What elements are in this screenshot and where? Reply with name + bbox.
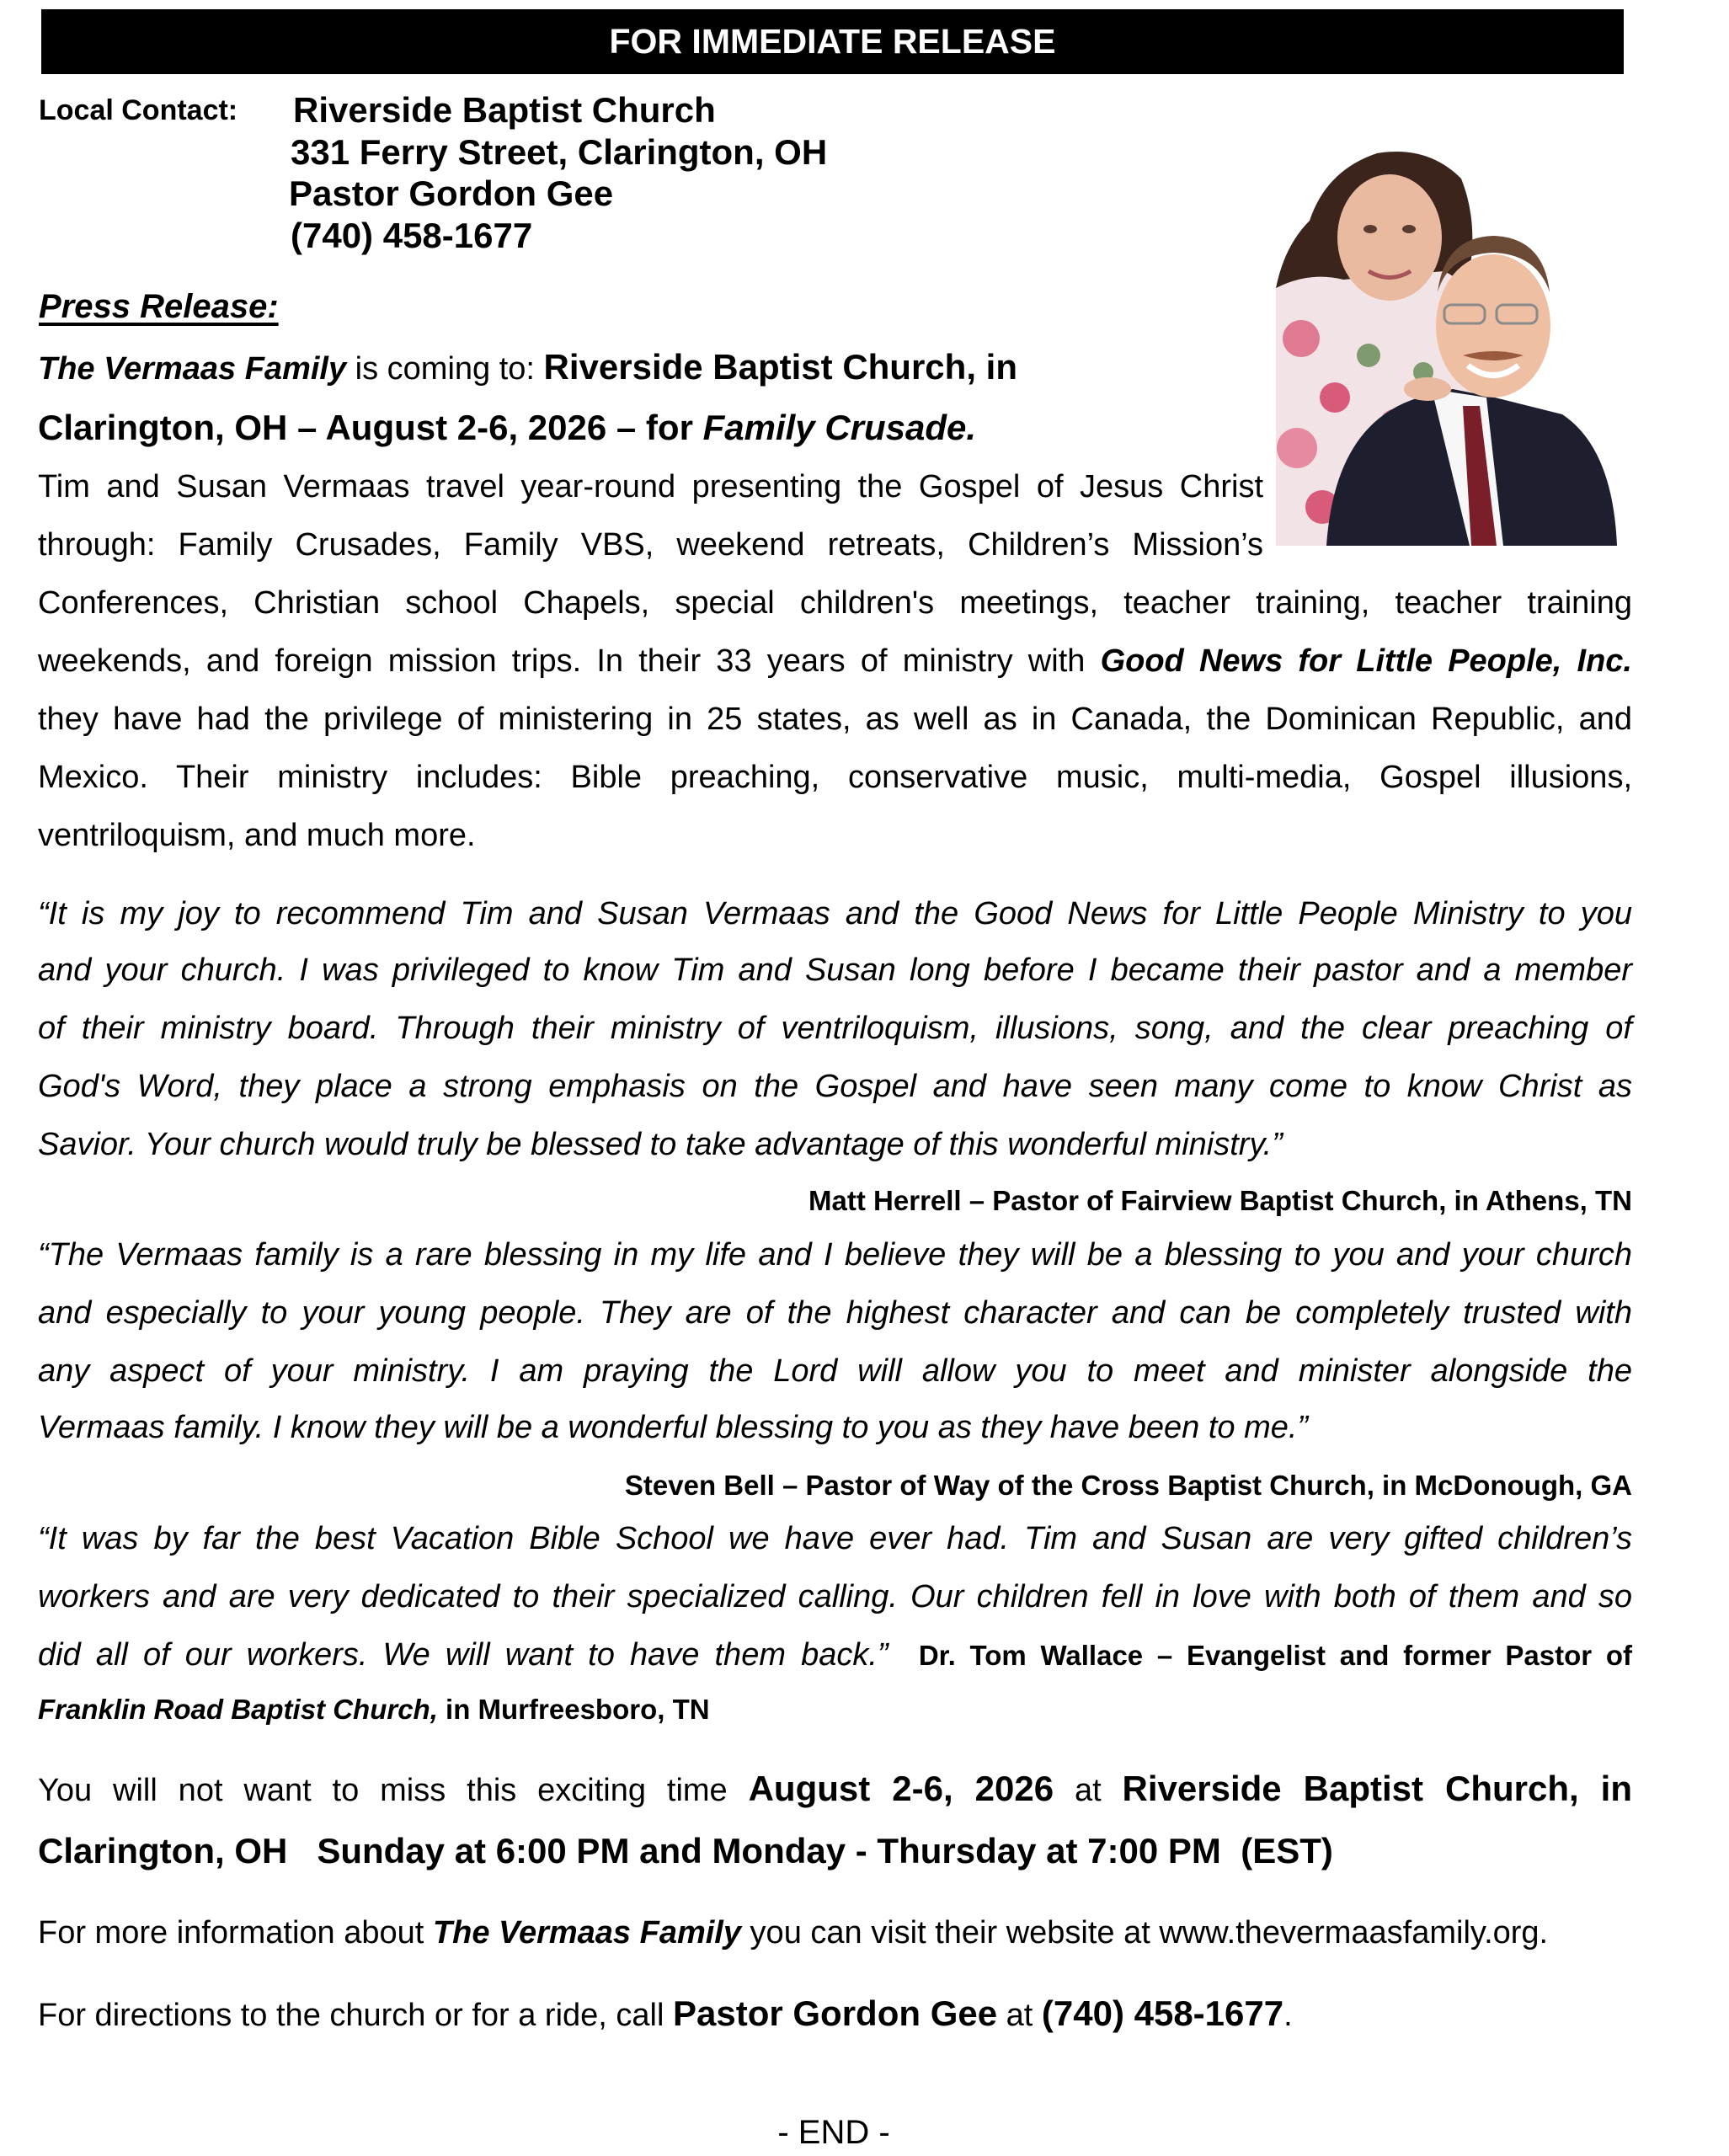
end-marker: - END -	[777, 2114, 890, 2151]
testimonial-2-line-3: any aspect of your ministry. I am praying the Lord will allow you to meet and minister alongside the	[38, 1353, 1632, 1389]
body-line-7: ventriloquism, and much more.	[38, 818, 476, 853]
testimonial-3-line-3	[38, 1639, 1632, 1671]
directions-at: at	[997, 1998, 1042, 2033]
info-suffix: you can visit their website at www.thevermaasfamily.org.	[741, 1915, 1549, 1951]
testimonial-2-line-4: Vermaas family. I know they will be a wonderful blessing to you as they have been to me.”	[38, 1410, 1309, 1445]
contact-address: 331 Ferry Street, Clarington, OH	[291, 132, 828, 172]
contact-pastor: Pastor Gordon Gee	[289, 173, 614, 213]
ministry-name: Good News for Little People, Inc.	[1100, 643, 1632, 679]
testimonial-3-attribution: Dr. Tom Wallace – Evangelist and former Pastor of	[918, 1640, 1632, 1671]
directions-line	[38, 1993, 1293, 2033]
attribution-church: Franklin Road Baptist Church,	[38, 1694, 438, 1725]
testimonial-1-line-2: and your church. I was privileged to know Tim and Susan long before I became their pastor and a member	[38, 953, 1632, 988]
testimonial-3-quote-end: did all of our workers. We will want to have them back.”	[38, 1637, 889, 1673]
body-line-4	[38, 645, 1632, 677]
info-subject: The Vermaas Family	[432, 1915, 741, 1951]
testimonial-2-line-1: “The Vermaas family is a rare blessing in my life and I believe they will be a blessing to you and your church	[38, 1237, 1632, 1273]
body-line-1: Tim and Susan Vermaas travel year-round presenting the Gospel of Jesus Christ	[38, 469, 1263, 504]
testimonial-2-attribution: Steven Bell – Pastor of Way of the Cross Baptist Church, in McDonough, GA	[624, 1470, 1632, 1501]
release-banner	[41, 9, 1624, 74]
release-banner-text: FOR IMMEDIATE RELEASE	[609, 22, 1056, 61]
portrait-image	[1276, 145, 1621, 546]
testimonial-3-line-1: “It was by far the best Vacation Bible School we have ever had. Tim and Susan are very gifted children’s	[38, 1521, 1632, 1556]
body-line-2: through: Family Crusades, Family VBS, weekend retreats, Children’s Mission’s	[38, 527, 1263, 563]
directions-phone: (740) 458-1677	[1041, 1993, 1284, 2033]
press-release-title: Press Release:	[39, 288, 279, 325]
closing-at: at	[1054, 1773, 1123, 1808]
headline-subject: The Vermaas Family	[38, 351, 347, 387]
closing-line-1	[38, 1771, 1632, 1806]
closing-line-2: Clarington, OH Sunday at 6:00 PM and Monday - Thursday at 7:00 PM (EST)	[38, 1831, 1333, 1870]
attribution-location: in Murfreesboro, TN	[437, 1694, 710, 1725]
testimonial-3-attribution-line-2	[38, 1695, 710, 1723]
headline-event: Family Crusade.	[702, 408, 977, 447]
closing-venue: Riverside Baptist Church, in	[1122, 1769, 1633, 1808]
headline-date: Clarington, OH – August 2-6, 2026 – for	[38, 408, 703, 447]
vermaas-family-photo	[1276, 145, 1621, 546]
headline-line-1	[38, 347, 1017, 387]
testimonial-2-line-2: and especially to your young people. They are of the highest character and can be completely trusted with	[38, 1295, 1632, 1331]
directions-end: .	[1283, 1998, 1293, 2033]
headline-venue: Riverside Baptist Church, in	[543, 347, 1017, 387]
testimonial-1-line-1: “It is my joy to recommend Tim and Susan Vermaas and the Good News for Little People Ministry to you	[38, 896, 1632, 931]
testimonial-1-line-3: of their ministry board. Through their ministry of ventriloquism, illusions, song, and the clear preaching of	[38, 1011, 1632, 1046]
body-line-4-text: weekends, and foreign mission trips. In their 33 years of ministry with	[38, 643, 1101, 679]
testimonial-1-attribution: Matt Herrell – Pastor of Fairview Baptist Church, in Athens, TN	[808, 1185, 1632, 1216]
local-contact-label: Local Contact:	[39, 94, 238, 126]
info-prefix: For more information about	[38, 1915, 433, 1951]
directions-contact: Pastor Gordon Gee	[673, 1993, 998, 2033]
body-line-6: Mexico. Their ministry includes: Bible preaching, conservative music, multi-media, Gospel illusions,	[38, 760, 1632, 795]
headline-line-2	[38, 410, 976, 446]
contact-organization: Riverside Baptist Church	[293, 90, 716, 130]
contact-phone: (740) 458-1677	[291, 216, 533, 255]
headline-middle: is coming to:	[346, 351, 544, 387]
closing-line-1-text: You will not want to miss this exciting time	[38, 1773, 749, 1808]
closing-dates: August 2-6, 2026	[748, 1769, 1054, 1808]
testimonial-1-line-5: Savior. Your church would truly be blessed to take advantage of this wonderful ministry.”	[38, 1127, 1283, 1162]
testimonial-3-line-2: workers and are very dedicated to their specialized calling. Our children fell in love with both of them and so	[38, 1579, 1632, 1614]
testimonial-1-line-4: God's Word, they place a strong emphasis on the Gospel and have seen many come to know Christ as	[38, 1069, 1632, 1104]
info-line	[38, 1917, 1548, 1949]
body-line-3: Conferences, Christian school Chapels, special children's meetings, teacher training, teacher training	[38, 585, 1632, 621]
directions-prefix: For directions to the church or for a ride, call	[38, 1998, 673, 2033]
body-line-5: they have had the privilege of ministering in 25 states, as well as in Canada, the Dominican Republic, and	[38, 702, 1632, 737]
